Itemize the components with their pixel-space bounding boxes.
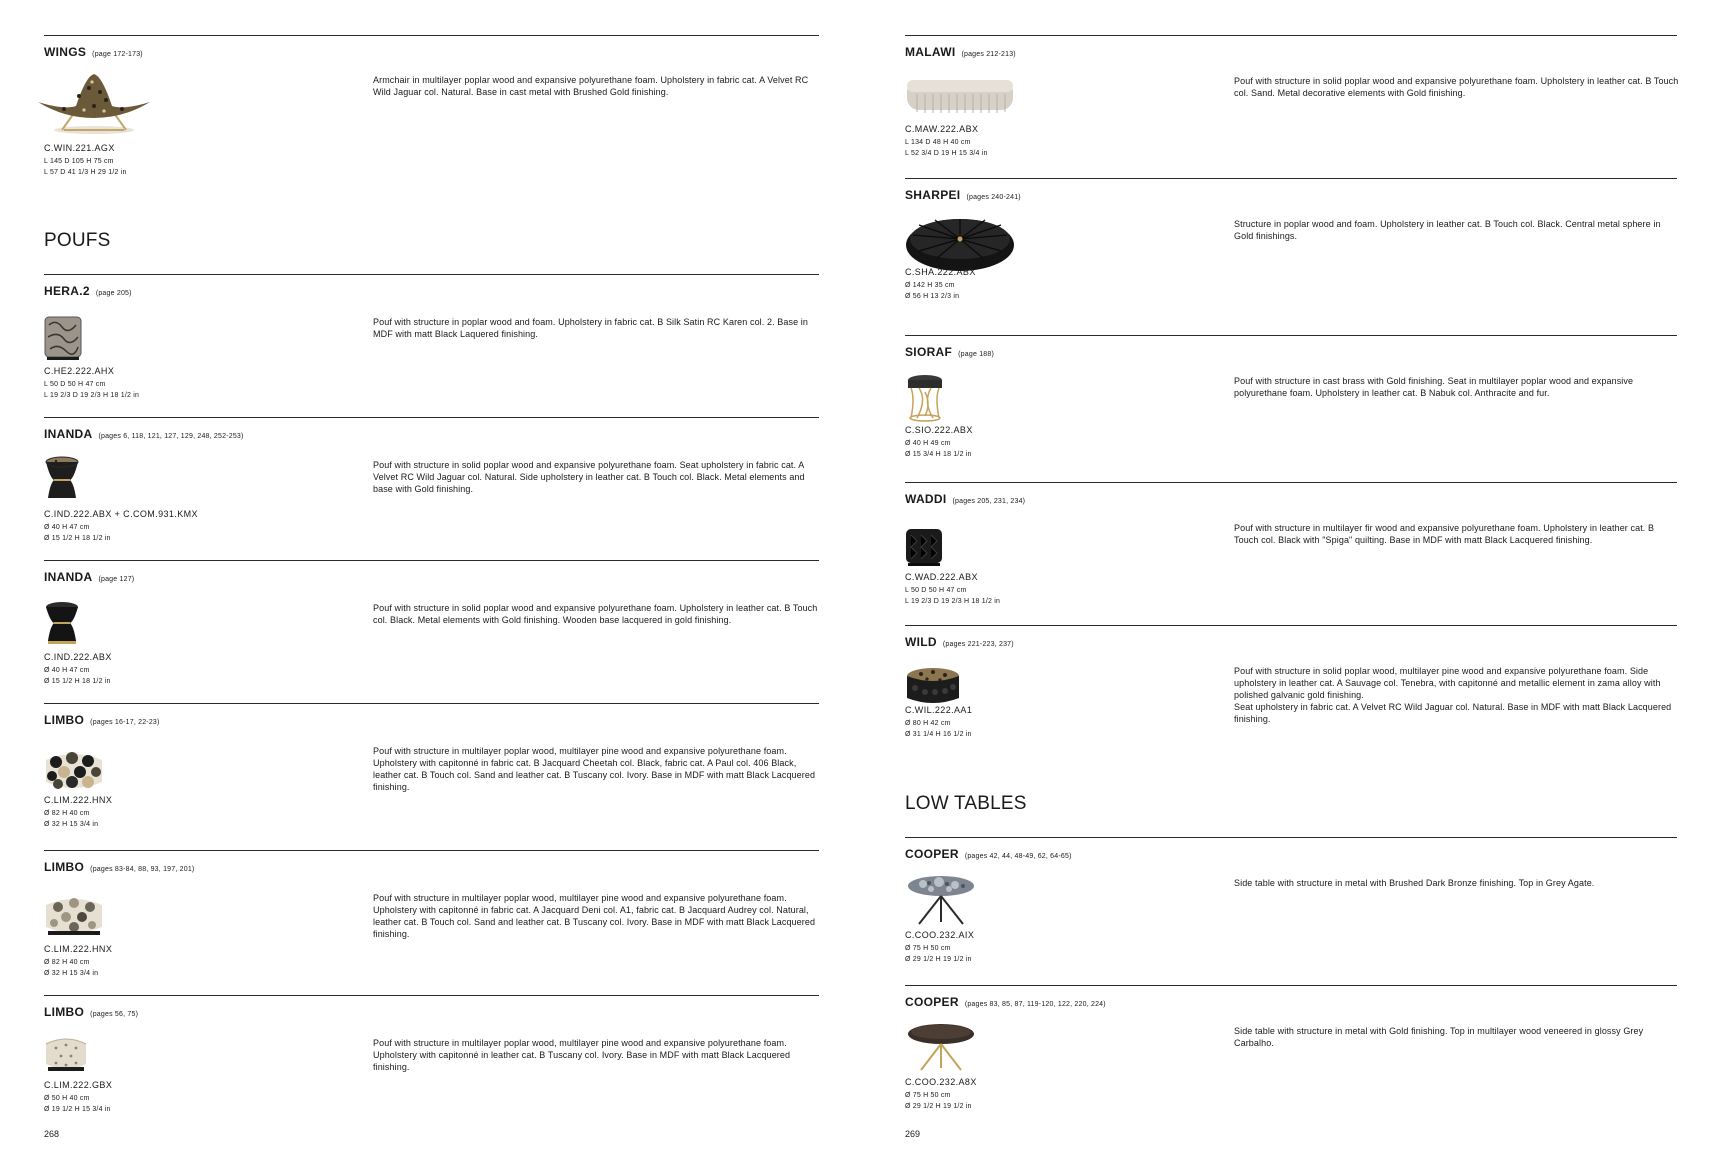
dimensions-cm: Ø 82 H 40 cm: [44, 959, 90, 966]
product-image-limbo-pouf: [44, 893, 104, 939]
product-description-continued: Seat upholstery in fabric cat. A Velvet RC Wild Jaguar col. Natural. Base in MDF with matt Black Lacquered finishing.: [1234, 702, 1672, 724]
product-entry-hera2: [44, 274, 819, 415]
product-description: Pouf with structure in solid poplar wood and expansive polyurethane foam. Seat upholstery in fabric cat. A Velvet RC Wild Jaguar col. Natural. Side upholstery in leather cat. B Touch col. Black. Metal elements and base with Gold finishing.: [373, 460, 805, 494]
page-reference: (pages 212-213): [961, 51, 1016, 58]
product-entry-waddi: [905, 482, 1677, 623]
product-code: C.COO.232.A8X: [905, 1077, 977, 1087]
dimensions-in: Ø 29 1/2 H 19 1/2 in: [905, 956, 972, 963]
product-title: WINGS (page 172-173): [44, 45, 143, 59]
product-image-limbo-pouf: [44, 1034, 88, 1074]
catalog-page-right: [855, 0, 1709, 1162]
product-title: MALAWI (pages 212-213): [905, 45, 1016, 59]
page-number: 269: [905, 1129, 921, 1139]
product-title: LIMBO (pages 83-84, 88, 93, 197, 201): [44, 860, 195, 874]
product-description: Pouf with structure in multilayer poplar wood, multilayer pine wood and expansive polyurethane foam. Upholstery with capitonné in fabric cat. A Jacquard Deni col. A1, fabric cat. B Jacquard Audrey col. Natural, leather cat. B Touch col. Sand and leather cat. B Tuscany col. Ivory. Base in MDF with matt Black Lacquered finishing.: [373, 893, 816, 939]
page-reference: (pages 42, 44, 48-49, 62, 64-65): [964, 853, 1072, 860]
dimensions-in: Ø 31 1/4 H 16 1/2 in: [905, 731, 972, 738]
product-image-wings-armchair: [34, 66, 154, 141]
product-description: Side table with structure in metal with Brushed Dark Bronze finishing. Top in Grey Agate.: [1234, 878, 1595, 888]
dimensions-cm: Ø 142 H 35 cm: [905, 282, 955, 289]
product-description: Structure in poplar wood and foam. Upholstery in leather cat. B Touch col. Black. Central metal sphere in Gold finishings.: [1234, 219, 1661, 241]
section-heading-low-tables: LOW TABLES: [905, 793, 1027, 814]
product-code: C.HE2.222.AHX: [44, 366, 115, 376]
dimensions-in: Ø 56 H 13 2/3 in: [905, 293, 960, 300]
product-entry-limbo: [44, 995, 819, 1126]
dimensions-cm: L 50 D 50 H 47 cm: [905, 587, 967, 594]
product-entry-wild: [905, 625, 1677, 766]
product-entry-inanda: [44, 417, 819, 558]
dimensions-cm: L 50 D 50 H 47 cm: [44, 381, 106, 388]
catalog-page-left: [0, 0, 850, 1162]
product-title: WILD (pages 221-223, 237): [905, 635, 1014, 649]
dimensions-cm: Ø 75 H 50 cm: [905, 945, 951, 952]
page-reference: (page 127): [98, 576, 135, 583]
product-image-wild-pouf: [905, 666, 961, 708]
product-code: C.COO.232.AIX: [905, 930, 975, 940]
page-reference: (page 205): [95, 290, 132, 297]
dimensions-in: Ø 29 1/2 H 19 1/2 in: [905, 1103, 972, 1110]
product-code: C.LIM.222.HNX: [44, 944, 113, 954]
page-reference: (pages 83, 85, 87, 119-120, 122, 220, 224): [964, 1001, 1106, 1008]
product-image-hera-pouf: [44, 315, 82, 361]
product-description: Side table with structure in metal with Gold finishing. Top in multilayer wood veneered in glossy Grey Carbalho.: [1234, 1026, 1644, 1048]
page-reference: (pages 205, 231, 234): [952, 498, 1026, 505]
product-description: Pouf with structure in multilayer poplar wood, multilayer pine wood and expansive polyurethane foam. Upholstery with capitonné in leather cat. B Tuscany col. Ivory. Base in MDF with matt Black Lacquered finishing.: [373, 1038, 791, 1072]
dimensions-cm: L 134 D 48 H 40 cm: [905, 139, 971, 146]
product-title: LIMBO (pages 56, 75): [44, 1005, 139, 1019]
product-description: Pouf with structure in poplar wood and foam. Upholstery in fabric cat. B Silk Satin RC Karen col. 2. Base in MDF with matt Black Laquered finishing.: [373, 317, 809, 339]
product-image-sharpei-pouf: [905, 213, 1015, 273]
product-description: Pouf with structure in multilayer fir wood and expansive polyurethane foam. Upholstery in leather cat. B Touch col. Black with "Spiga" quilting. Base in MDF with matt Black Lacquered finishing.: [1234, 523, 1655, 545]
product-image-malawi-pouf: [905, 76, 1015, 118]
product-title: INANDA (pages 6, 118, 121, 127, 129, 248, 252-253): [44, 427, 244, 441]
product-entry-wings: [44, 35, 819, 186]
dimensions-cm: Ø 80 H 42 cm: [905, 720, 951, 727]
dimensions-in: Ø 32 H 15 3/4 in: [44, 970, 99, 977]
product-image-cooper-side-table: [905, 1022, 977, 1076]
page-reference: (page 188): [958, 351, 994, 358]
dimensions-in: Ø 15 1/2 H 18 1/2 in: [44, 535, 111, 542]
page-reference: (pages 56, 75): [90, 1011, 139, 1018]
product-entry-sharpei: [905, 178, 1677, 319]
product-code: C.IND.222.ABX + C.COM.931.KMX: [44, 509, 198, 519]
product-code: C.SIO.222.ABX: [905, 425, 973, 435]
product-image-waddi-pouf: [905, 527, 943, 567]
product-description: Pouf with structure in multilayer poplar wood, multilayer pine wood and expansive polyurethane foam. Upholstery with capitonné in fabric cat. B Jacquard Cheetah col. Black, fabric cat. A Paul col. 406 Black, leather cat. B Touch col. Sand and leather cat. B Tuscany col. Ivory. Base in MDF with matt Black Lacquered finishing.: [373, 746, 816, 792]
product-code: C.WIN.221.AGX: [44, 143, 115, 153]
page-reference: (pages 240-241): [966, 194, 1021, 201]
product-entry-inanda: [44, 560, 819, 701]
product-description: Pouf with structure in solid poplar wood, multilayer pine wood and expansive polyurethane foam. Side upholstery in leather cat. A Sauvage col. Tenebra, with capitonné and metallic element in zama alloy with polished galvanic gold finishing.: [1234, 666, 1661, 700]
product-entry-malawi: [905, 35, 1677, 176]
dimensions-in: L 19 2/3 D 19 2/3 H 18 1/2 in: [44, 392, 140, 399]
section-heading-poufs: POUFS: [44, 230, 111, 251]
product-title: SIORAF (page 188): [905, 345, 994, 359]
dimensions-cm: L 145 D 105 H 75 cm: [44, 158, 114, 165]
dimensions-cm: Ø 82 H 40 cm: [44, 810, 90, 817]
product-code: C.WAD.222.ABX: [905, 572, 978, 582]
product-title: COOPER (pages 83, 85, 87, 119-120, 122, 220, 224): [905, 995, 1106, 1009]
product-image-inanda-pouf: [44, 601, 80, 645]
dimensions-in: L 19 2/3 D 19 2/3 H 18 1/2 in: [905, 598, 1001, 605]
product-entry-sioraf: [905, 335, 1677, 476]
dimensions-cm: Ø 40 H 49 cm: [905, 440, 951, 447]
dimensions-in: Ø 19 1/2 H 15 3/4 in: [44, 1106, 111, 1113]
dimensions-cm: Ø 40 H 47 cm: [44, 667, 90, 674]
dimensions-in: Ø 15 3/4 H 18 1/2 in: [905, 451, 972, 458]
dimensions-in: L 57 D 41 1/3 H 29 1/2 in: [44, 169, 127, 176]
page-reference: (pages 83-84, 88, 93, 197, 201): [90, 866, 195, 873]
dimensions-in: Ø 15 1/2 H 18 1/2 in: [44, 678, 111, 685]
product-entry-limbo: [44, 703, 819, 844]
dimensions-in: L 52 3/4 D 19 H 15 3/4 in: [905, 150, 988, 157]
product-title: INANDA (page 127): [44, 570, 135, 584]
product-code: C.LIM.222.HNX: [44, 795, 113, 805]
product-description: Pouf with structure in cast brass with Gold finishing. Seat in multilayer poplar wood and expansive polyurethane foam. Upholstery in leather cat. B Nabuk col. Anthracite and fur.: [1234, 376, 1634, 398]
page-number: 268: [44, 1129, 60, 1139]
product-code: C.LIM.222.GBX: [44, 1080, 113, 1090]
product-image-sioraf-pouf: [905, 374, 945, 422]
dimensions-in: Ø 32 H 15 3/4 in: [44, 821, 99, 828]
product-code: C.MAW.222.ABX: [905, 124, 979, 134]
product-title: LIMBO (pages 16-17, 22-23): [44, 713, 160, 727]
product-entry-cooper: [905, 837, 1677, 978]
page-reference: (pages 16-17, 22-23): [90, 719, 160, 726]
product-code: C.SHA.222.ABX: [905, 267, 976, 277]
product-image-cooper-side-table: [905, 874, 977, 930]
product-image-limbo-pouf: [44, 748, 104, 794]
product-image-inanda-pouf: [44, 456, 80, 502]
product-code: C.IND.222.ABX: [44, 652, 112, 662]
product-description: Pouf with structure in solid poplar wood and expansive polyurethane foam. Upholstery in leather cat. B Touch col. Black. Metal elements with Gold finishing. Wooden base lacquered in gold finishing.: [373, 603, 818, 625]
dimensions-cm: Ø 40 H 47 cm: [44, 524, 90, 531]
page-reference: (page 172-173): [92, 51, 143, 58]
product-title: WADDI (pages 205, 231, 234): [905, 492, 1026, 506]
dimensions-cm: Ø 75 H 50 cm: [905, 1092, 951, 1099]
product-entry-limbo: [44, 850, 819, 991]
product-title: HERA.2 (page 205): [44, 284, 132, 298]
page-reference: (pages 221-223, 237): [942, 641, 1014, 648]
page-reference: (pages 6, 118, 121, 127, 129, 248, 252-253): [98, 433, 244, 440]
product-description: Pouf with structure in solid poplar wood and expansive polyurethane foam. Upholstery in leather cat. B Touch col. Sand. Metal decorative elements with Gold finishing.: [1234, 76, 1679, 98]
product-code: C.WIL.222.AA1: [905, 705, 973, 715]
product-entry-cooper: [905, 985, 1677, 1126]
product-title: SHARPEI (pages 240-241): [905, 188, 1021, 202]
dimensions-cm: Ø 50 H 40 cm: [44, 1095, 90, 1102]
product-title: COOPER (pages 42, 44, 48-49, 62, 64-65): [905, 847, 1072, 861]
product-description: Armchair in multilayer poplar wood and expansive polyurethane foam. Upholstery in fabric cat. A Velvet RC Wild Jaguar col. Natural. Base in cast metal with Brushed Gold finishing.: [373, 75, 809, 97]
